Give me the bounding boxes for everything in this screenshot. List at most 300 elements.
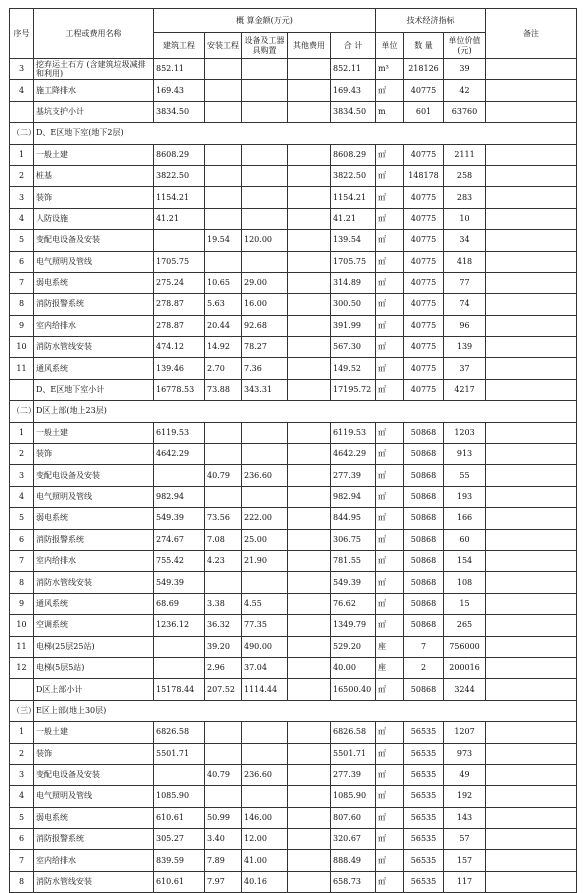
table-row — [10, 230, 577, 251]
cell-unit-price: 108 — [444, 572, 486, 593]
cell-building: 610.61 — [154, 871, 205, 892]
cell-remark — [486, 529, 577, 550]
table-row — [10, 80, 577, 101]
cell-other — [288, 679, 331, 700]
cell-installation: 2.96 — [205, 657, 242, 678]
cell-equipment — [242, 165, 288, 186]
cell-total: 169.43 — [331, 80, 376, 101]
cell-other — [288, 230, 331, 251]
cell-building: 41.21 — [154, 208, 205, 229]
cell-item-name: 通风系统 — [34, 593, 154, 614]
cell-installation: 4.23 — [205, 550, 242, 571]
cell-unit: m — [376, 101, 404, 122]
cell-installation: 20.44 — [205, 315, 242, 336]
cell-seq: 2 — [10, 743, 34, 764]
cell-installation: 73.88 — [205, 379, 242, 400]
cell-equipment — [242, 101, 288, 122]
cell-building: 4642.29 — [154, 444, 205, 465]
cell-building: 1236.12 — [154, 615, 205, 636]
cell-item-name: 变配电设备及安装 — [34, 465, 154, 486]
cell-total: 844.95 — [331, 508, 376, 529]
cell-remark — [486, 80, 577, 101]
header-quantity: 数 量 — [404, 33, 444, 59]
table-row — [10, 829, 577, 850]
cell-equipment — [242, 80, 288, 101]
cell-quantity: 40775 — [404, 294, 444, 315]
cell-item-name: 消防水管线安装 — [34, 337, 154, 358]
cell-item-name: 消防报警系统 — [34, 529, 154, 550]
cell-seq: 4 — [10, 208, 34, 229]
table-row — [10, 251, 577, 272]
cell-unit: 座 — [376, 657, 404, 678]
cell-seq: 8 — [10, 294, 34, 315]
cell-equipment — [242, 786, 288, 807]
cell-unit-price: 60 — [444, 529, 486, 550]
cell-unit: ㎡ — [376, 230, 404, 251]
cell-building: 549.39 — [154, 508, 205, 529]
cell-total: 3822.50 — [331, 165, 376, 186]
cell-building — [154, 465, 205, 486]
cell-total: 16500.40 — [331, 679, 376, 700]
cell-equipment — [242, 144, 288, 165]
cell-seq — [10, 101, 34, 122]
cell-equipment: 236.60 — [242, 764, 288, 785]
cell-other — [288, 508, 331, 529]
cell-unit-price: 157 — [444, 850, 486, 871]
cell-seq: 11 — [10, 358, 34, 379]
header-unit-price: 单位价值(元) — [444, 33, 486, 59]
cell-building: 15178.44 — [154, 679, 205, 700]
cell-installation: 2.70 — [205, 358, 242, 379]
cell-building: 755.42 — [154, 550, 205, 571]
cell-item-name: 电梯(25层25站) — [34, 636, 154, 657]
cell-building: 3822.50 — [154, 165, 205, 186]
cell-seq: 4 — [10, 486, 34, 507]
cell-unit-price: 192 — [444, 786, 486, 807]
cell-equipment: 29.00 — [242, 272, 288, 293]
cell-total: 549.39 — [331, 572, 376, 593]
cell-remark — [486, 358, 577, 379]
cell-building: 610.61 — [154, 807, 205, 828]
table-row — [10, 315, 577, 336]
cell-seq: 3 — [10, 59, 34, 80]
cell-total: 3834.50 — [331, 101, 376, 122]
cell-unit: 座 — [376, 636, 404, 657]
cell-unit-price: 2111 — [444, 144, 486, 165]
cell-total: 807.60 — [331, 807, 376, 828]
cell-seq: 11 — [10, 636, 34, 657]
cell-equipment: 92.68 — [242, 315, 288, 336]
cell-equipment — [242, 208, 288, 229]
cell-quantity: 56535 — [404, 786, 444, 807]
cell-building: 278.87 — [154, 294, 205, 315]
cell-remark — [486, 807, 577, 828]
cell-item-name: 桩基 — [34, 165, 154, 186]
cell-quantity: 56535 — [404, 743, 444, 764]
header-item-name: 工程或费用名称 — [34, 9, 154, 59]
cell-quantity: 50868 — [404, 550, 444, 571]
cell-unit: ㎡ — [376, 80, 404, 101]
cell-seq: 2 — [10, 165, 34, 186]
table-row — [10, 486, 577, 507]
cell-quantity: 50868 — [404, 486, 444, 507]
cell-other — [288, 165, 331, 186]
cell-unit: ㎡ — [376, 722, 404, 743]
cell-other — [288, 358, 331, 379]
cell-installation — [205, 80, 242, 101]
cell-total: 320.67 — [331, 829, 376, 850]
cell-remark — [486, 636, 577, 657]
cell-installation — [205, 572, 242, 593]
cell-item-name: 施工降排水 — [34, 80, 154, 101]
cell-remark — [486, 593, 577, 614]
cell-unit: ㎡ — [376, 294, 404, 315]
cell-total: 6119.53 — [331, 422, 376, 443]
cell-quantity: 218126 — [404, 59, 444, 80]
cell-installation: 39.20 — [205, 636, 242, 657]
cell-unit: ㎡ — [376, 144, 404, 165]
cell-remark — [486, 572, 577, 593]
cell-seq: 3 — [10, 187, 34, 208]
cell-item-name: 通风系统 — [34, 358, 154, 379]
cell-other — [288, 829, 331, 850]
cell-total: 149.52 — [331, 358, 376, 379]
cell-total: 8608.29 — [331, 144, 376, 165]
cell-unit-price: 154 — [444, 550, 486, 571]
cell-total: 1085.90 — [331, 786, 376, 807]
cell-quantity: 40775 — [404, 337, 444, 358]
cell-equipment: 4.55 — [242, 593, 288, 614]
cell-seq: 1 — [10, 722, 34, 743]
header-other: 其他费用 — [288, 33, 331, 59]
cell-remark — [486, 850, 577, 871]
table-row — [10, 679, 577, 700]
header-remark: 备注 — [486, 9, 577, 59]
cell-building: 16778.53 — [154, 379, 205, 400]
cell-total: 1705.75 — [331, 251, 376, 272]
cell-unit: ㎡ — [376, 807, 404, 828]
cell-unit: ㎡ — [376, 358, 404, 379]
cell-unit-price: 1203 — [444, 422, 486, 443]
cost-estimate-table-page — [9, 8, 576, 893]
table-row — [10, 615, 577, 636]
cell-seq: 7 — [10, 850, 34, 871]
cell-total: 6826.58 — [331, 722, 376, 743]
cell-remark — [486, 315, 577, 336]
cell-installation — [205, 101, 242, 122]
cell-unit: ㎡ — [376, 572, 404, 593]
cell-building: 275.24 — [154, 272, 205, 293]
cell-equipment — [242, 422, 288, 443]
cell-item-name: 电气照明及管线 — [34, 486, 154, 507]
cell-equipment: 490.00 — [242, 636, 288, 657]
cell-unit-price: 117 — [444, 871, 486, 892]
cell-installation: 10.65 — [205, 272, 242, 293]
table-row — [10, 550, 577, 571]
cell-building: 839.59 — [154, 850, 205, 871]
cell-unit: ㎡ — [376, 743, 404, 764]
cell-remark — [486, 679, 577, 700]
cell-installation: 207.52 — [205, 679, 242, 700]
cell-building: 8608.29 — [154, 144, 205, 165]
table-row — [10, 657, 577, 678]
cell-item-name: 一般土建 — [34, 144, 154, 165]
cell-total: 1154.21 — [331, 187, 376, 208]
cell-unit-price: 973 — [444, 743, 486, 764]
cell-quantity: 2 — [404, 657, 444, 678]
cell-installation — [205, 422, 242, 443]
cell-building: 6826.58 — [154, 722, 205, 743]
cell-building: 278.87 — [154, 315, 205, 336]
cell-remark — [486, 59, 577, 80]
section-row — [10, 123, 577, 144]
cell-other — [288, 486, 331, 507]
cell-remark — [486, 337, 577, 358]
cell-remark — [486, 165, 577, 186]
cell-building — [154, 636, 205, 657]
cell-quantity: 56535 — [404, 807, 444, 828]
cell-quantity: 56535 — [404, 850, 444, 871]
cell-unit: ㎡ — [376, 165, 404, 186]
table-row — [10, 187, 577, 208]
cell-unit: ㎡ — [376, 272, 404, 293]
cell-other — [288, 294, 331, 315]
cell-equipment: 40.16 — [242, 871, 288, 892]
cell-equipment: 7.36 — [242, 358, 288, 379]
cost-estimate-table — [9, 8, 577, 893]
cell-seq: 4 — [10, 80, 34, 101]
cell-equipment: 77.35 — [242, 615, 288, 636]
header-seq: 序号 — [10, 9, 34, 59]
cell-unit-price: 55 — [444, 465, 486, 486]
cell-other — [288, 529, 331, 550]
cell-building: 1085.90 — [154, 786, 205, 807]
cell-remark — [486, 208, 577, 229]
cell-installation — [205, 59, 242, 80]
cell-quantity: 56535 — [404, 829, 444, 850]
table-row — [10, 379, 577, 400]
cell-quantity: 50868 — [404, 422, 444, 443]
table-row — [10, 786, 577, 807]
cell-building: 474.12 — [154, 337, 205, 358]
cell-unit: ㎡ — [376, 337, 404, 358]
table-row — [10, 422, 577, 443]
cell-other — [288, 636, 331, 657]
cell-installation: 36.32 — [205, 615, 242, 636]
section-title: D、E区地下室(地下2层) — [34, 123, 577, 144]
cell-quantity: 50868 — [404, 529, 444, 550]
cell-installation — [205, 208, 242, 229]
cell-unit-price: 34 — [444, 230, 486, 251]
cell-other — [288, 315, 331, 336]
header-equipment: 设备及工器具购置 — [242, 33, 288, 59]
cell-installation — [205, 486, 242, 507]
table-row — [10, 208, 577, 229]
cell-quantity: 148178 — [404, 165, 444, 186]
cell-installation — [205, 165, 242, 186]
table-row — [10, 444, 577, 465]
cell-building: 305.27 — [154, 829, 205, 850]
cell-item-name: D区上部小计 — [34, 679, 154, 700]
cell-other — [288, 444, 331, 465]
cell-total: 17195.72 — [331, 379, 376, 400]
cell-other — [288, 80, 331, 101]
section-title: D区上部(地上23层) — [34, 401, 577, 422]
table-row — [10, 272, 577, 293]
cell-quantity: 56535 — [404, 871, 444, 892]
cell-item-name: 电气照明及管线 — [34, 251, 154, 272]
cell-installation: 3.38 — [205, 593, 242, 614]
cell-equipment: 12.00 — [242, 829, 288, 850]
cell-seq: 6 — [10, 529, 34, 550]
cell-quantity: 40775 — [404, 272, 444, 293]
cell-remark — [486, 272, 577, 293]
cell-seq: 7 — [10, 550, 34, 571]
cell-unit-price: 1207 — [444, 722, 486, 743]
cell-unit: m³ — [376, 59, 404, 80]
cell-remark — [486, 508, 577, 529]
cell-installation: 14.92 — [205, 337, 242, 358]
cell-total: 567.30 — [331, 337, 376, 358]
cell-item-name: 一般土建 — [34, 422, 154, 443]
table-row — [10, 593, 577, 614]
cell-total: 76.62 — [331, 593, 376, 614]
cell-equipment: 78.27 — [242, 337, 288, 358]
cell-total: 40.00 — [331, 657, 376, 678]
cell-seq: 5 — [10, 508, 34, 529]
cell-installation — [205, 722, 242, 743]
cell-unit-price: 37 — [444, 358, 486, 379]
cell-total: 1349.79 — [331, 615, 376, 636]
cell-building: 274.67 — [154, 529, 205, 550]
cell-unit: ㎡ — [376, 251, 404, 272]
cell-seq: 10 — [10, 337, 34, 358]
cell-unit-price: 913 — [444, 444, 486, 465]
cell-quantity: 50868 — [404, 679, 444, 700]
header-unit: 单位 — [376, 33, 404, 59]
cell-unit-price: 258 — [444, 165, 486, 186]
cell-remark — [486, 230, 577, 251]
cell-other — [288, 144, 331, 165]
cell-item-name: 弱电系统 — [34, 508, 154, 529]
cell-item-name: 消防水管线安装 — [34, 871, 154, 892]
cell-quantity: 40775 — [404, 315, 444, 336]
cell-remark — [486, 743, 577, 764]
cell-unit-price: 3244 — [444, 679, 486, 700]
cell-unit: ㎡ — [376, 871, 404, 892]
cell-item-name: 消防报警系统 — [34, 294, 154, 315]
cell-remark — [486, 101, 577, 122]
header-total: 合 计 — [331, 33, 376, 59]
cell-remark — [486, 144, 577, 165]
section-row — [10, 401, 577, 422]
cell-item-name: 变配电设备及安装 — [34, 764, 154, 785]
section-title: E区上部(地上30层) — [34, 700, 577, 721]
cell-remark — [486, 379, 577, 400]
cell-quantity: 40775 — [404, 208, 444, 229]
cell-building: 3834.50 — [154, 101, 205, 122]
cell-seq: 3 — [10, 465, 34, 486]
cell-equipment — [242, 572, 288, 593]
cell-other — [288, 337, 331, 358]
cell-quantity: 50868 — [404, 572, 444, 593]
cell-unit-price: 39 — [444, 59, 486, 80]
cell-unit-price: 96 — [444, 315, 486, 336]
cell-other — [288, 465, 331, 486]
table-row — [10, 807, 577, 828]
cell-remark — [486, 764, 577, 785]
table-row — [10, 165, 577, 186]
table-row — [10, 358, 577, 379]
cell-installation — [205, 743, 242, 764]
cell-remark — [486, 615, 577, 636]
cell-equipment — [242, 59, 288, 80]
cell-other — [288, 208, 331, 229]
cell-item-name: 挖弃运土石方 (含建筑垃圾减排和利用) — [34, 59, 154, 80]
cell-unit: ㎡ — [376, 679, 404, 700]
cell-seq: 8 — [10, 871, 34, 892]
cell-item-name: 室内给排水 — [34, 550, 154, 571]
cell-item-name: 室内给排水 — [34, 315, 154, 336]
cell-quantity: 50868 — [404, 615, 444, 636]
cell-quantity: 7 — [404, 636, 444, 657]
cell-remark — [486, 722, 577, 743]
cell-building — [154, 764, 205, 785]
cell-unit-price: 418 — [444, 251, 486, 272]
cell-installation: 40.79 — [205, 465, 242, 486]
cell-unit-price: 42 — [444, 80, 486, 101]
cell-unit-price: 57 — [444, 829, 486, 850]
cell-seq: 6 — [10, 829, 34, 850]
cell-quantity: 50868 — [404, 508, 444, 529]
cell-equipment — [242, 251, 288, 272]
cell-quantity: 50868 — [404, 444, 444, 465]
cell-remark — [486, 422, 577, 443]
header-tech-group: 技术经济指标 — [376, 9, 486, 33]
cell-building: 68.69 — [154, 593, 205, 614]
table-row — [10, 850, 577, 871]
cell-unit: ㎡ — [376, 786, 404, 807]
cell-total: 300.50 — [331, 294, 376, 315]
cell-equipment: 343.31 — [242, 379, 288, 400]
cell-installation: 50.99 — [205, 807, 242, 828]
cell-installation — [205, 144, 242, 165]
cell-other — [288, 59, 331, 80]
cell-unit: ㎡ — [376, 422, 404, 443]
header-installation: 安装工程 — [205, 33, 242, 59]
cell-item-name: 空调系统 — [34, 615, 154, 636]
cell-seq: 3 — [10, 764, 34, 785]
cell-remark — [486, 871, 577, 892]
cell-unit-price: 74 — [444, 294, 486, 315]
table-row — [10, 465, 577, 486]
cell-equipment — [242, 722, 288, 743]
cell-seq: 1 — [10, 422, 34, 443]
cell-quantity: 40775 — [404, 187, 444, 208]
cell-unit-price: 200016 — [444, 657, 486, 678]
cell-remark — [486, 187, 577, 208]
cell-unit: ㎡ — [376, 550, 404, 571]
cell-seq: 12 — [10, 657, 34, 678]
cell-remark — [486, 465, 577, 486]
cell-building: 549.39 — [154, 572, 205, 593]
cell-equipment: 222.00 — [242, 508, 288, 529]
cell-unit: ㎡ — [376, 315, 404, 336]
cell-total: 5501.71 — [331, 743, 376, 764]
cell-item-name: 变配电设备及安装 — [34, 230, 154, 251]
cell-unit: ㎡ — [376, 850, 404, 871]
cell-seq: 5 — [10, 807, 34, 828]
